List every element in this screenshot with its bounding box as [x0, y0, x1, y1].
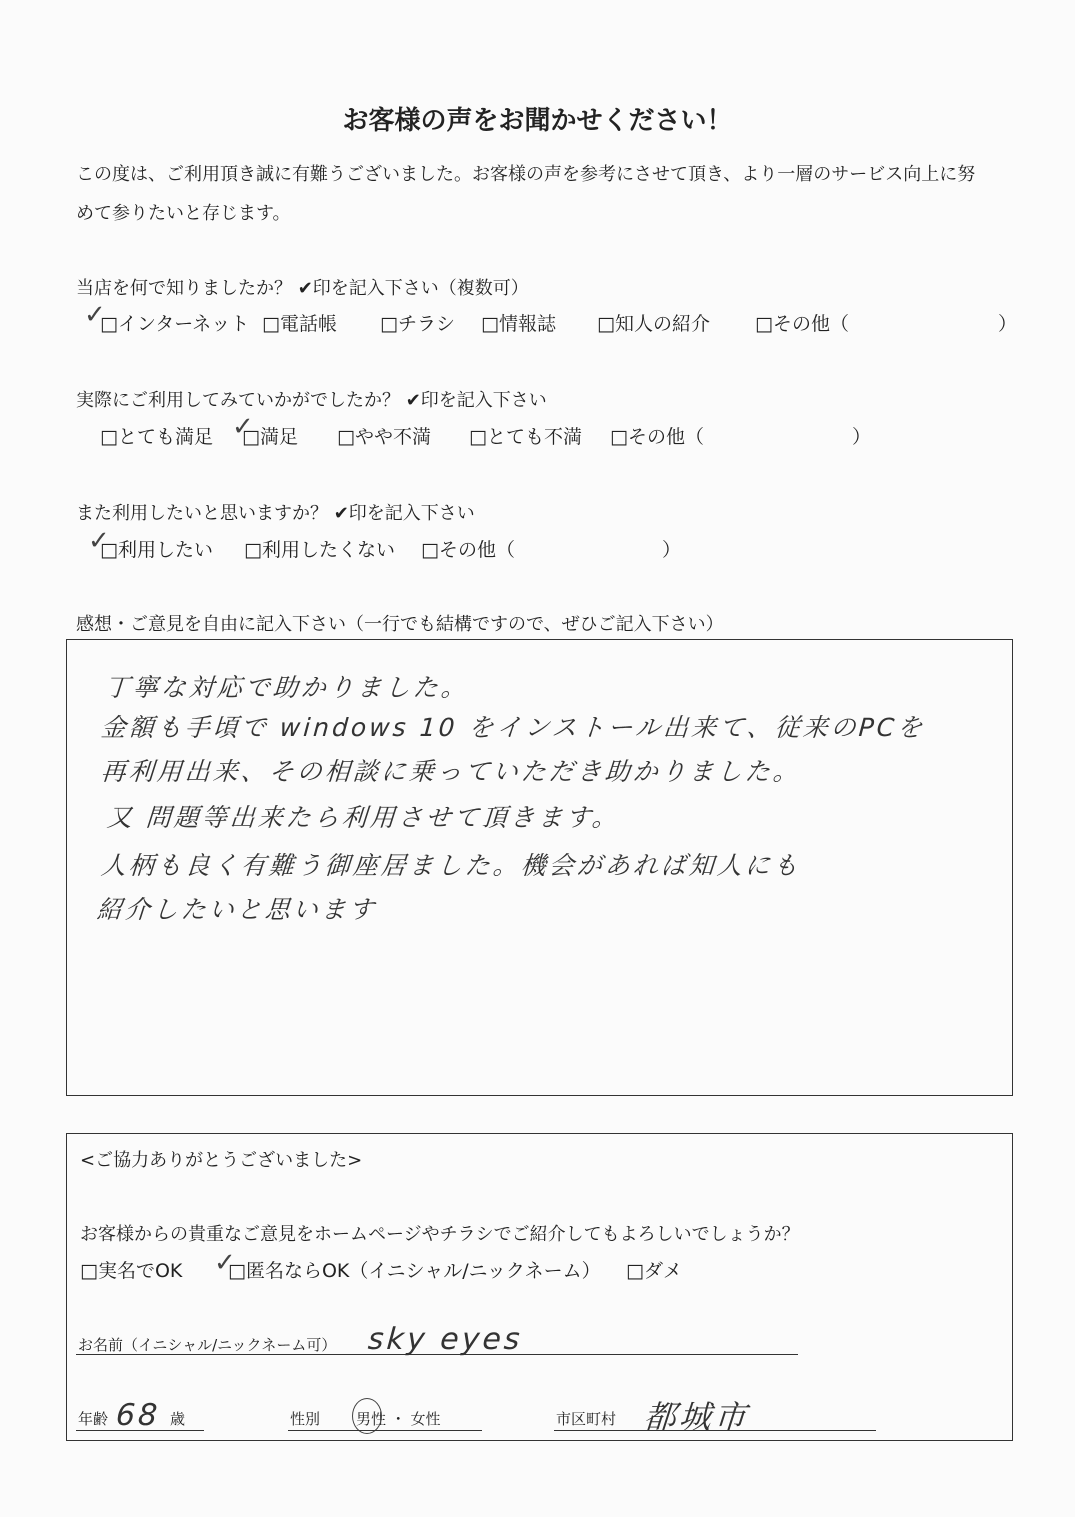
q2-option-satisfied[interactable]: □満足 [242, 426, 298, 448]
comment-line: 又 問題等出来たら利用させて頂きます。 [105, 803, 621, 832]
q1-option-internet[interactable]: □インターネット [100, 313, 250, 335]
checkmark-icon: ✓ [88, 526, 110, 556]
gender-label: 性別 [290, 1410, 321, 1428]
comment-line: 紹介したいと思います [95, 895, 378, 924]
q2-option-other[interactable]: □その他（ [610, 426, 704, 448]
comment-line: 再利用出来、その相談に乗っていただき助かりました。 [99, 757, 802, 786]
page-title: お客様の声をお聞かせください！ [342, 106, 733, 136]
intro-line-2: めて参りたいと存じます。 [76, 203, 291, 224]
city-label: 市区町村 [556, 1410, 617, 1428]
q2-label: 実際にご利用してみていかがでしたか？ ✔印を記入下さい [76, 390, 547, 411]
consent-question: お客様からの貴重なご意見をホームページやチラシでご紹介してもよろしいでしょうか？ [80, 1224, 800, 1245]
q1-label: 当店を何で知りましたか？ ✔印を記入下さい（複数可） [76, 278, 529, 299]
gender-underline [288, 1430, 482, 1431]
q3-close-paren: ） [662, 539, 682, 561]
consent-option-real-name[interactable]: □実名でOK [80, 1260, 183, 1282]
age-underline [76, 1430, 204, 1431]
q2-option-very-dissatisfied[interactable]: □とても不満 [469, 426, 582, 448]
age-value[interactable]: 68 [114, 1398, 162, 1433]
q3-option-yes[interactable]: □利用したい [100, 539, 213, 561]
checkmark-icon: ✓ [84, 300, 106, 330]
name-label: お名前（イニシャル/ニックネーム可） [78, 1336, 337, 1354]
q1-option-phonebook[interactable]: □電話帳 [262, 313, 337, 335]
gender-options[interactable]: 男性 ・ 女性 [356, 1410, 441, 1428]
consent-option-anonymous[interactable]: □匿名ならOK（イニシャル/ニックネーム） [228, 1260, 601, 1282]
q1-option-flyer[interactable]: □チラシ [380, 313, 455, 335]
name-underline [76, 1354, 798, 1355]
checkmark-icon: ✓ [214, 1248, 236, 1278]
q2-option-very-satisfied[interactable]: □とても満足 [100, 426, 213, 448]
q2-close-paren: ） [852, 426, 872, 448]
city-underline [554, 1430, 876, 1431]
q1-option-other[interactable]: □その他（ [755, 313, 849, 335]
age-unit: 歳 [170, 1410, 186, 1428]
comment-line: 金額も手頃で windows 10 をインストール出来て、従来のPCを [99, 713, 927, 742]
gender-selected-circle [352, 1398, 382, 1434]
comments-box[interactable] [66, 639, 1013, 1096]
q1-option-referral[interactable]: □知人の紹介 [597, 313, 710, 335]
consent-box [66, 1133, 1013, 1441]
q1-option-magazine[interactable]: □情報誌 [481, 313, 556, 335]
q2-option-somewhat-dissatisfied[interactable]: □やや不満 [337, 426, 431, 448]
city-value[interactable]: 都城市 [642, 1398, 751, 1436]
q1-close-paren: ） [998, 313, 1018, 335]
consent-option-no[interactable]: □ダメ [626, 1260, 682, 1282]
q3-option-no[interactable]: □利用したくない [244, 539, 395, 561]
name-value[interactable]: sky eyes [366, 1322, 524, 1357]
intro-line-1: この度は、ご利用頂き誠に有難うございました。お客様の声を参考にさせて頂き、より一層のサービス向上に努 [76, 164, 976, 185]
comments-label: 感想・ご意見を自由に記入下さい（一行でも結構ですので、ぜひご記入下さい） [76, 614, 724, 635]
comment-line: 人柄も良く有難う御座居ました。機会があれば知人にも [99, 851, 802, 880]
q3-option-other[interactable]: □その他（ [421, 539, 515, 561]
checkmark-icon: ✓ [232, 412, 254, 442]
comment-line: 丁寧な対応で助かりました。 [103, 673, 470, 702]
age-label: 年齢 [78, 1410, 109, 1428]
thanks-text: <ご協力ありがとうございました> [80, 1150, 363, 1171]
q3-label: また利用したいと思いますか？ ✔印を記入下さい [76, 503, 475, 524]
